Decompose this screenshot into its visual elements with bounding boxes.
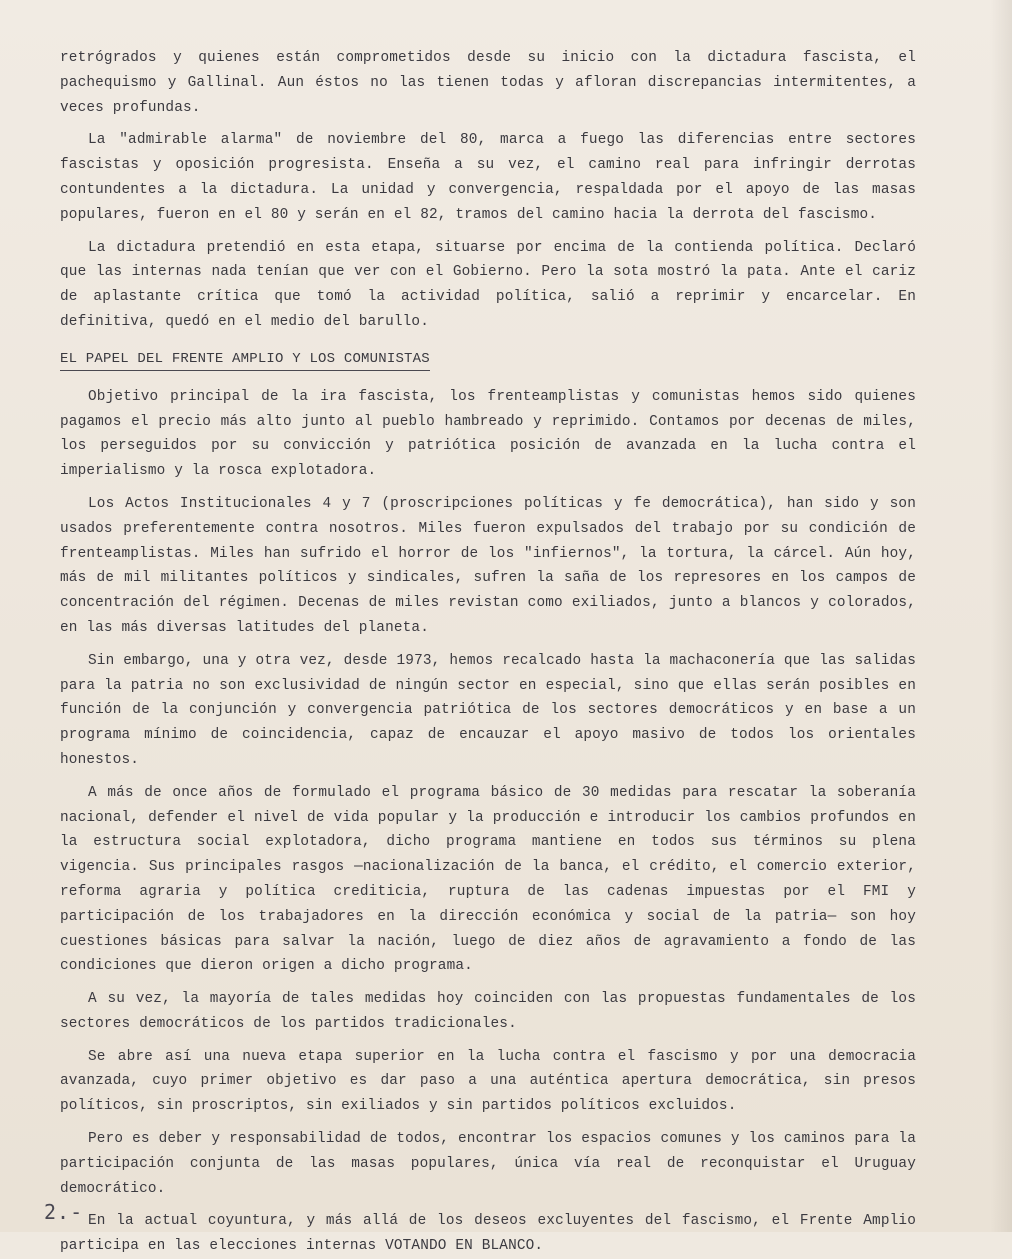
paragraph-coincidencias: A su vez, la mayoría de tales medidas hoy coinciden con las propuestas fundamentales de los sectores democráticos de los partidos tradicionales. <box>60 991 916 1032</box>
paragraph-admirable-alarma: La "admirable alarma" de noviembre del 80, marca a fuego las diferencias entre sectores fascistas y oposición progresista. Enseña a su vez, el camino real para infringir derrotas contundentes a la dictadura. La unidad y convergencia, respaldada por el apoyo de las masas populares, fueron en el 80 y serán en el 82, tramos del camino hacia la derrota del fascismo. <box>60 132 916 223</box>
section-heading: EL PAPEL DEL FRENTE AMPLIO Y LOS COMUNISTAS <box>60 349 430 371</box>
paragraph-objetivo-ira: Objetivo principal de la ira fascista, los frenteamplistas y comunistas hemos sido quienes pagamos el precio más alto junto al pueblo hambreado y reprimido. Contamos por decenas de miles, los perseguidos por su convicción y patriótica posición de avanzada en la lucha contra el imperialismo y la rosca explotadora. <box>60 388 916 480</box>
document-body <box>60 46 916 1259</box>
paragraph-nueva-etapa: Se abre así una nueva etapa superior en la lucha contra el fascismo y por una democracia avanzada, cuyo primer objetivo es dar paso a una auténtica apertura democrática, sin presos políticos, sin proscriptos, sin exiliados y sin partidos políticos excluidos. <box>60 1048 916 1115</box>
paragraph-votando-en-blanco: En la actual coyuntura, y más allá de los deseos excluyentes del fascismo, el Frente Amplio participa en las elecciones internas VOTANDO EN BLANCO. <box>60 1213 916 1255</box>
paragraph-actos-institucionales: Los Actos Institucionales 4 y 7 (proscripciones políticas y fe democrática), han sido y son usados preferentemente contra nosotros. Miles fueron expulsados del trabajo por su condición de frenteamplistas. Miles han sufrido el horror de los "infiernos", la tortura, la cárcel. Aún hoy, más de mil militantes políticos y sindicales, sufren la saña de los represores en los campos de concentración del régimen. Decenas de miles revistan como exiliados, junto a blancos y colorados, en las más diversas latitudes del planeta. <box>60 495 916 636</box>
paragraph-continuation: retrógrados y quienes están comprometidos desde su inicio con la dictadura fascista, el pachequismo y Gallinal. Aun éstos no las tienen todas y afloran discrepancias intermitentes, a veces profundas. <box>60 50 916 116</box>
paragraph-sin-embargo: Sin embargo, una y otra vez, desde 1973, hemos recalcado hasta la machaconería que las salidas para la patria no son exclusividad de ningún sector en especial, sino que ellas serán posibles en función de la conjunción y convergencia patriótica de los sectores democráticos y en base a un programa mínimo de coincidencia, capaz de encauzar el apoyo masivo de todos los orientales honestos. <box>60 652 916 768</box>
page-number: 2.- <box>44 1200 84 1224</box>
paragraph-deber-responsabilidad: Pero es deber y responsabilidad de todos, encontrar los espacios comunes y los caminos para la participación conjunta de las masas populares, única vía real de reconquistar el Uruguay democrático. <box>60 1131 916 1197</box>
paragraph-programa-30-medidas: A más de once años de formulado el programa básico de 30 medidas para rescatar la soberanía nacional, defender el nivel de vida popular y la producción e introducir los cambios profundos en la estructura social explotadora, dicho programa mantiene en todos sus términos su plena vigencia. Sus principales rasgos —nacionalización de la banca, el crédito, el comercio exterior, reforma agraria y política crediticia, ruptura de las cadenas impuestas por el FMI y participación de los trabajadores en la dirección económica y social de la patria— son hoy cuestiones básicas para salvar la nación, luego de diez años de agravamiento a fondo de las condiciones que dieron origen a dicho programa. <box>60 784 916 975</box>
section-heading-wrapper <box>60 335 916 385</box>
paragraph-dictadura-contienda: La dictadura pretendió en esta etapa, situarse por encima de la contienda política. Declaró que las internas nada tenían que ver con el Gobierno. Pero la sota mostró la pata. Ante el cariz de aplastante crítica que tomó la actividad política, salió a reprimir y encarcelar. En definitiva, quedó en el medio del barullo. <box>60 239 916 330</box>
